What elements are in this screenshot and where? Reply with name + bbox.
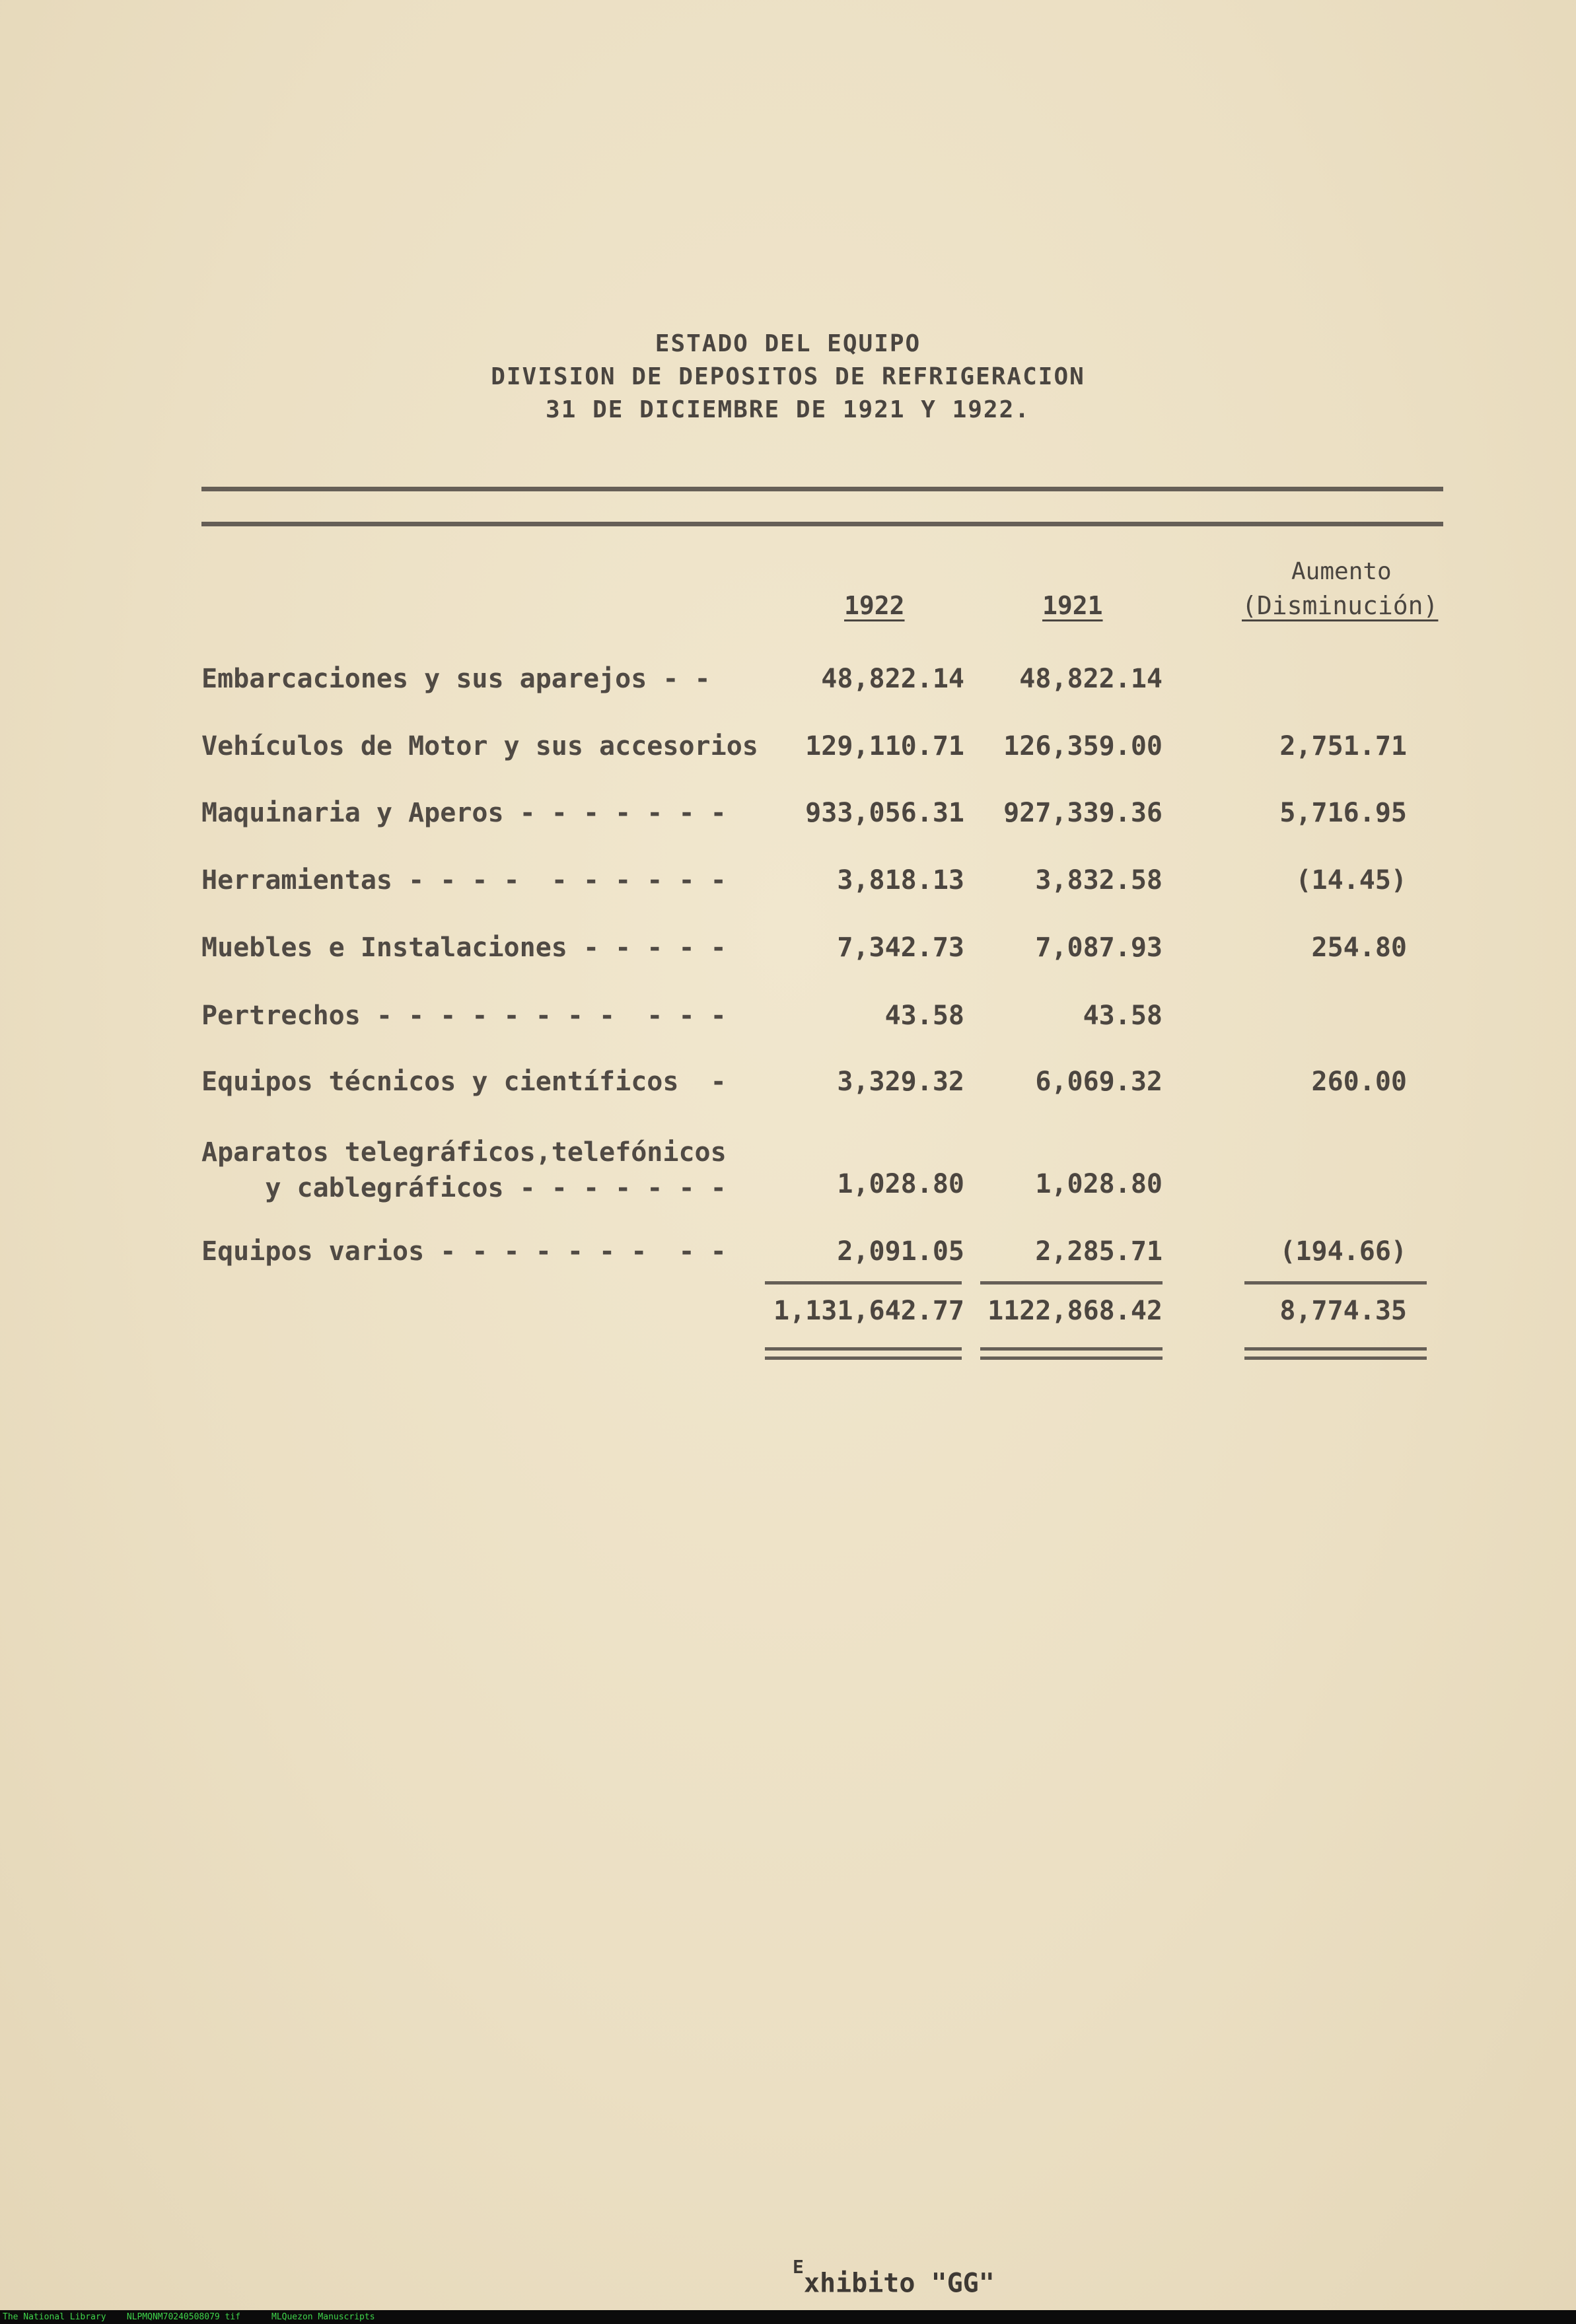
total-1922: 1,131,642.77 <box>773 1296 964 1326</box>
title-line-2: DIVISION DE DEPOSITOS DE REFRIGERACION <box>491 363 1085 390</box>
row-value-1921: 43.58 <box>1083 1001 1163 1031</box>
row-label-maquinaria: Maquinaria y Aperos - - - - - - - <box>201 798 727 828</box>
header-disminucion: (Disminución) <box>1242 591 1439 620</box>
exhibit-text: xhibito "GG" <box>803 2268 995 2299</box>
total-1921: 1122,868.42 <box>987 1296 1163 1326</box>
row-label-aparatos: Aparatos telegráficos,telefónicos y cablegráficos - - - - - - - <box>201 1137 727 1203</box>
row-value-change: (14.45) <box>1295 865 1407 896</box>
subtotal-rule-1921 <box>980 1281 1163 1285</box>
row-value-change: 260.00 <box>1311 1067 1407 1097</box>
title-line-1: ESTADO DEL EQUIPO <box>655 330 921 357</box>
row-value-1922: 43.58 <box>884 1001 964 1031</box>
row-label-embarcaciones: Embarcaciones y sus aparejos - - <box>201 664 711 694</box>
row-value-1921: 126,359.00 <box>1003 731 1163 761</box>
row-label-vehiculos: Vehículos de Motor y sus accesorios <box>201 731 758 761</box>
subtotal-rule-1922 <box>765 1281 962 1285</box>
top-rule-2 <box>201 522 1443 526</box>
total-change: 8,774.35 <box>1279 1296 1407 1326</box>
row-value-1921: 1,028.80 <box>1035 1169 1163 1199</box>
row-value-change: 2,751.71 <box>1279 731 1407 761</box>
row-value-1921: 6,069.32 <box>1035 1067 1163 1097</box>
total-double-rule-change-b <box>1244 1356 1427 1360</box>
row-value-1922: 933,056.31 <box>805 798 964 828</box>
row-value-change: 5,716.95 <box>1279 798 1407 828</box>
total-double-rule-1921-b <box>980 1356 1163 1360</box>
row-value-1922: 1,028.80 <box>837 1169 964 1199</box>
total-double-rule-1922-b <box>765 1356 962 1360</box>
exhibit-initial: E <box>793 2256 804 2278</box>
subtotal-rule-change <box>1244 1281 1427 1285</box>
row-label-muebles: Muebles e Instalaciones - - - - - <box>201 933 727 963</box>
row-label-pertrechos: Pertrechos - - - - - - - - - - - <box>201 1001 727 1031</box>
row-label-equipos-varios: Equipos varios - - - - - - - - - <box>201 1236 727 1267</box>
row-value-1921: 927,339.36 <box>1003 798 1163 828</box>
title-line-3: 31 DE DICIEMBRE DE 1921 Y 1922. <box>546 396 1030 423</box>
total-double-rule-1921-a <box>980 1347 1163 1351</box>
row-value-1922: 7,342.73 <box>837 933 964 963</box>
top-rule-1 <box>201 487 1443 491</box>
total-double-rule-change-a <box>1244 1347 1427 1351</box>
row-value-1921: 2,285.71 <box>1035 1236 1163 1267</box>
header-1922: 1922 <box>844 591 905 620</box>
row-value-change: (194.66) <box>1279 1236 1407 1267</box>
scan-info-bar: The National Library NLPMQNM70240508079 tif MLQuezon Manuscripts <box>0 2310 1576 2324</box>
row-value-1922: 3,818.13 <box>837 865 964 896</box>
row-label-herramientas: Herramientas - - - - - - - - - - <box>201 865 727 896</box>
exhibit-label <box>793 2256 995 2299</box>
row-value-change: 254.80 <box>1311 933 1407 963</box>
header-aumento: Aumento <box>1291 558 1392 585</box>
row-value-1922: 3,329.32 <box>837 1067 964 1097</box>
row-value-1921: 7,087.93 <box>1035 933 1163 963</box>
row-label-equipos-tecnicos: Equipos técnicos y científicos - <box>201 1067 727 1097</box>
row-value-1921: 3,832.58 <box>1035 865 1163 896</box>
row-value-1921: 48,822.14 <box>1019 664 1163 694</box>
total-double-rule-1922-a <box>765 1347 962 1351</box>
header-1921: 1921 <box>1042 591 1103 620</box>
row-value-1922: 2,091.05 <box>837 1236 964 1267</box>
row-value-1922: 48,822.14 <box>821 664 964 694</box>
row-value-1922: 129,110.71 <box>805 731 964 761</box>
